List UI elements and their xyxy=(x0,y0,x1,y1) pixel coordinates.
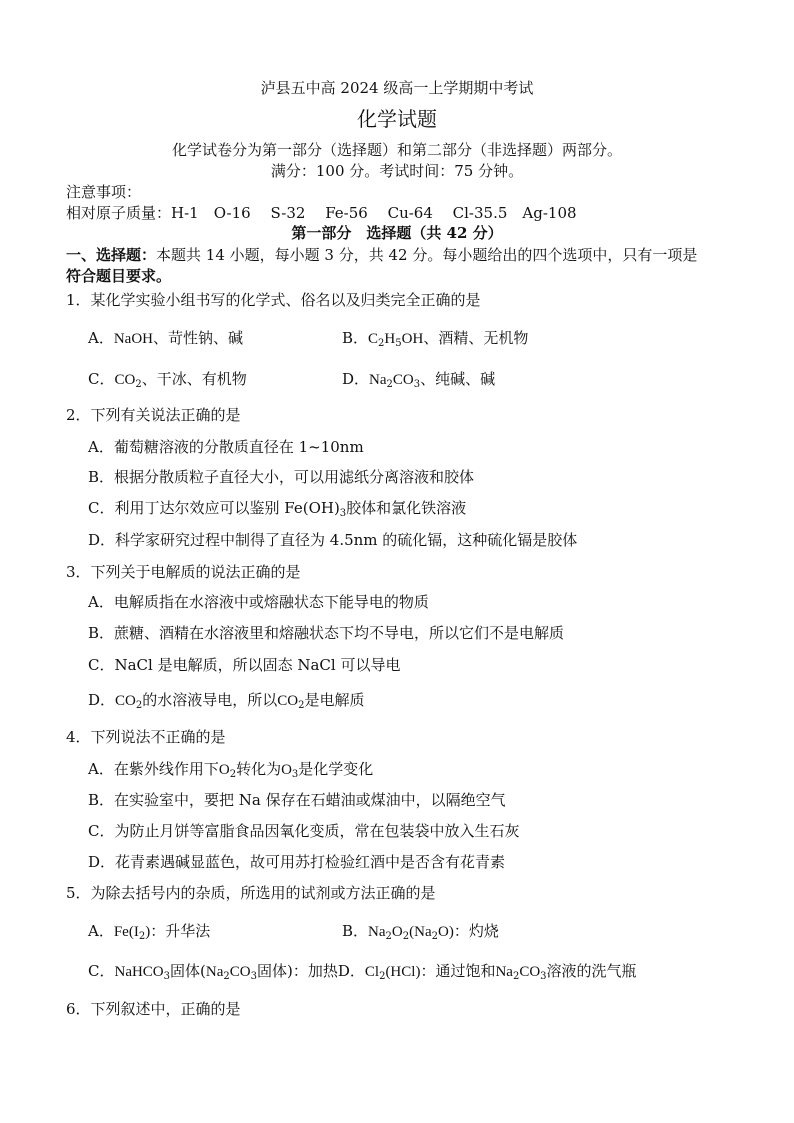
question-5-stem: 5．为除去括号内的杂质，所选用的试剂或方法正确的是 xyxy=(66,884,436,902)
subject-title: 化学试题 xyxy=(357,107,437,131)
question-6-stem: 6．下列叙述中，正确的是 xyxy=(66,1000,241,1018)
exam-name: 泸县五中高 2024 级高一上学期期中考试 xyxy=(260,79,534,97)
question-1-option-a: A．NaOH、苛性钠、碱 xyxy=(88,329,244,347)
question-4-option-b: B．在实验室中，要把 Na 保存在石蜡油或煤油中，以隔绝空气 xyxy=(88,791,506,809)
notice-label: 注意事项： xyxy=(66,183,142,201)
question-1-option-c: C．$CO_2$、干冰、有机物 xyxy=(88,370,247,390)
section-instruction-line1 xyxy=(66,245,697,265)
question-3-option-d: D．$CO_2$的水溶液导电，所以$CO_2$是电解质 xyxy=(88,691,365,711)
question-3-stem: 3．下列关于电解质的说法正确的是 xyxy=(66,563,301,581)
instruction-text: 本题共 14 小题，每小题 3 分，共 42 分。每小题给出的四个选项中，只有一项是 xyxy=(156,246,698,264)
question-5-option-d: D．$Cl_2(HCl)$：通过饱和$Na_2CO_3$溶液的洗气瓶 xyxy=(337,962,637,982)
question-2-option-b: B．根据分散质粒子直径大小，可以用滤纸分离溶液和胶体 xyxy=(88,468,475,486)
question-2-option-d: D．科学家研究过程中制得了直径为 4.5nm 的硫化镉，这种硫化镉是胶体 xyxy=(88,531,578,549)
question-2-option-a: A．葡萄糖溶液的分散质直径在 1~10nm xyxy=(88,438,364,456)
question-3-option-a: A．电解质指在水溶液中或熔融状态下能导电的物质 xyxy=(88,593,429,611)
instruction-prefix: 一、选择题： xyxy=(66,246,157,264)
section-heading: 第一部分 选择题（共 42 分） xyxy=(291,224,503,242)
question-3-option-b: B．蔗糖、酒精在水溶液里和熔融状态下均不导电，所以它们不是电解质 xyxy=(88,624,565,642)
question-5-option-c: C．NaHCO$_3$固体($Na_2CO_3$固体)：加热 xyxy=(88,962,338,982)
question-1-option-b: B．$C_2H_5OH$、酒精、无机物 xyxy=(342,329,529,349)
question-4-option-a: A．在紫外线作用下$O_2$转化为$O_3$是化学变化 xyxy=(88,760,374,780)
question-2-stem: 2．下列有关说法正确的是 xyxy=(66,406,241,424)
question-1-stem: 1．某化学实验小组书写的化学式、俗名以及归类完全正确的是 xyxy=(66,291,481,309)
question-4-stem: 4．下列说法不正确的是 xyxy=(66,728,226,746)
section-instruction-line2: 符合题目要求。 xyxy=(66,267,172,285)
question-3-option-c: C．NaCl 是电解质，所以固态 NaCl 可以导电 xyxy=(88,656,401,674)
question-2-option-c: C．利用丁达尔效应可以鉴别 $Fe(OH)_3$胶体和氯化铁溶液 xyxy=(88,499,467,519)
atomic-mass: 相对原子质量：H-1 O-16 S-32 Fe-56 Cu-64 Cl-35.5 Ag-108 xyxy=(66,204,577,222)
question-5-option-b: B．$Na_2O_2(Na_2O)$：灼烧 xyxy=(342,922,499,942)
question-5-options-c-d xyxy=(88,961,637,982)
question-5-option-a: A．$Fe(I_2)$：升华法 xyxy=(88,922,211,942)
question-4-option-c: C．为防止月饼等富脂食品因氧化变质，常在包装袋中放入生石灰 xyxy=(88,822,520,840)
question-1-option-d: D．$Na_2CO_3$、纯碱、碱 xyxy=(342,370,496,390)
score-time: 满分：100 分。考试时间：75 分钟。 xyxy=(270,162,524,180)
exam-intro: 化学试卷分为第一部分（选择题）和第二部分（非选择题）两部分。 xyxy=(171,141,622,159)
question-4-option-d: D．花青素遇碱显蓝色，故可用苏打检验红酒中是否含有花青素 xyxy=(88,853,506,871)
